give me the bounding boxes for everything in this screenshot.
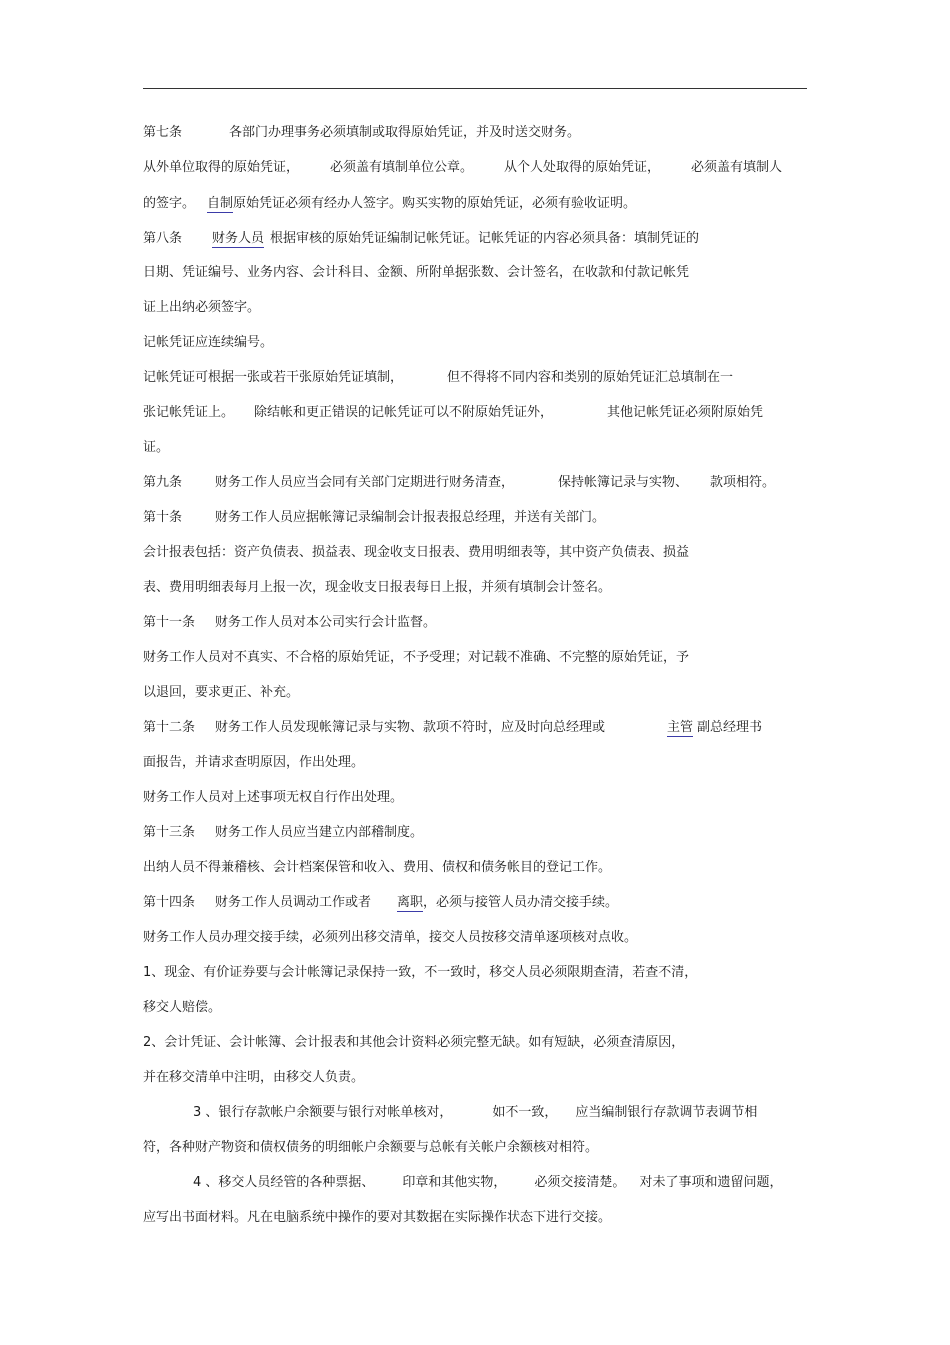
article-number: 第十二条 [143,720,196,735]
text-segment: 应写出书面材料。凡在电脑系统中操作的要对其数据在实际操作状态下进行交接。 [143,1210,612,1225]
article-12 [143,720,762,736]
article-14 [143,895,618,911]
text-line [143,370,733,386]
article-number: 第十一条 [143,615,196,630]
text-segment: 4 、移交人员经管的各种票据、 [193,1175,375,1190]
text-line [143,860,611,876]
text-segment: 移交人赔偿。 [143,1000,222,1015]
text-line [143,1070,364,1086]
text-line [143,1140,598,1156]
text-line [143,580,611,596]
annotated-term[interactable]: 财务人员 [212,231,265,246]
text-segment: 表、费用明细表每月上报一次，现金收支日报表每日上报，并须有填制会计签名。 [143,580,612,595]
text-line [143,440,169,456]
text-segment: 其他记帐凭证必须附原始凭 [607,405,764,420]
text-segment: 必须交接清楚。 [534,1175,626,1190]
text-segment: 财务工作人员对不真实、不合格的原始凭证，不予受理；对记载不准确、不完整的原始凭证，予 [143,650,690,665]
text-segment: 财务工作人员对上述事项无权自行作出处理。 [143,790,404,805]
list-item [143,1035,684,1051]
text-segment: 会计报表包括：资产负债表、损益表、现金收支日报表、费用明细表等，其中资产负债表、损益 [143,545,690,560]
article-8 [143,231,699,247]
text-line [143,790,403,806]
annotated-term[interactable]: 自制 [207,196,234,211]
text-segment: 除结帐和更正错误的记帐凭证可以不附原始凭证外， [254,405,554,420]
text-line [143,196,636,212]
text-line [143,650,689,666]
text-segment: 应当编制银行存款调节表调节相 [575,1105,758,1120]
text-segment: 以退回，要求更正、补充。 [143,685,300,700]
text-segment: 如不一致， [492,1105,558,1120]
text-segment: 2、会计凭证、会计帐簿、会计报表和其他会计资料必须完整无缺。如有短缺，必须查清原因， [143,1035,685,1050]
text-segment: 原始凭证必须有经办人签字。购买实物的原始凭证，必须有验收证明。 [233,196,637,211]
text-line [143,1000,221,1016]
article-9 [143,475,775,491]
text-segment: 并在移交清单中注明，由移交人负责。 [143,1070,365,1085]
article-number: 第九条 [143,475,183,490]
text-segment: 根据审核的原始凭证编制记帐凭证。记帐凭证的内容必须具备：填制凭证的 [270,231,700,246]
text-segment: 财务工作人员应当会同有关部门定期进行财务清查， [215,475,515,490]
text-segment: 证。 [143,440,170,455]
text-segment: 必须盖有填制人 [691,160,783,175]
article-number: 第八条 [143,231,183,246]
article-7 [143,125,580,141]
text-line [143,265,689,281]
text-segment: 保持帐簿记录与实物、 [558,475,689,490]
annotated-term[interactable]: 主管 [667,720,694,735]
text-segment: 财务工作人员办理交接手续，必须列出移交清单，接交人员按移交清单逐项核对点收。 [143,930,638,945]
text-line [143,160,782,176]
text-segment: 财务工作人员对本公司实行会计监督。 [215,615,437,630]
text-segment: 从个人处取得的原始凭证， [504,160,661,175]
article-11 [143,615,436,631]
text-segment: 证上出纳必须签字。 [143,300,261,315]
text-segment: 的签字。 [143,196,196,211]
article-13 [143,825,423,841]
text-line [143,930,637,946]
header-rule [143,88,807,89]
text-line [143,545,689,561]
text-segment: 出纳人员不得兼稽核、会计档案保管和收入、费用、债权和债务帐目的登记工作。 [143,860,612,875]
text-line [143,755,364,771]
text-segment: 面报告，并请求查明原因，作出处理。 [143,755,365,770]
article-number: 第十条 [143,510,183,525]
text-segment: 财务工作人员调动工作或者 [215,895,372,910]
list-item [193,1175,782,1191]
article-number: 第十三条 [143,825,196,840]
text-segment: 记帐凭证应连续编号。 [143,335,274,350]
text-segment: 财务工作人员应当建立内部稽制度。 [215,825,424,840]
text-line [143,685,299,701]
text-segment: 财务工作人员发现帐簿记录与实物、款项不符时，应及时向总经理或 [215,720,606,735]
text-segment: 3 、银行存款帐户余额要与银行对帐单核对， [193,1105,453,1120]
text-segment: ，必须与接管人员办清交接手续。 [423,895,619,910]
list-item [193,1105,757,1121]
text-segment: 款项相符。 [710,475,776,490]
text-segment: 从外单位取得的原始凭证， [143,160,300,175]
text-segment: 张记帐凭证上。 [143,405,235,420]
text-segment: 记帐凭证可根据一张或若干张原始凭证填制， [143,370,404,385]
annotated-term[interactable]: 离职 [397,895,424,910]
article-number: 第七条 [143,125,183,140]
text-line [143,300,260,316]
text-line [143,1210,611,1226]
text-segment: 印章和其他实物， [402,1175,507,1190]
text-segment: 符，各种财产物资和债权债务的明细帐户余额要与总帐有关帐户余额核对相符。 [143,1140,599,1155]
text-segment: 必须盖有填制单位公章。 [330,160,474,175]
text-segment: 各部门办理事务必须填制或取得原始凭证，并及时送交财务。 [229,125,581,140]
text-line [143,405,763,421]
text-line [143,335,273,351]
text-segment: 1、现金、有价证券要与会计帐簿记录保持一致，不一致时，移交人员必须限期查清，若查不清， [143,965,698,980]
text-segment: 日期、凭证编号、业务内容、会计科目、金额、所附单据张数、会计签名，在收款和付款记帐凭 [143,265,690,280]
text-segment: 对未了事项和遗留问题， [639,1175,783,1190]
text-segment: 副总经理书 [697,720,763,735]
list-item [143,965,697,981]
text-segment: 财务工作人员应据帐簿记录编制会计报表报总经理，并送有关部门。 [215,510,606,525]
text-segment: 但不得将不同内容和类别的原始凭证汇总填制在一 [447,370,734,385]
article-10 [143,510,605,526]
article-number: 第十四条 [143,895,196,910]
